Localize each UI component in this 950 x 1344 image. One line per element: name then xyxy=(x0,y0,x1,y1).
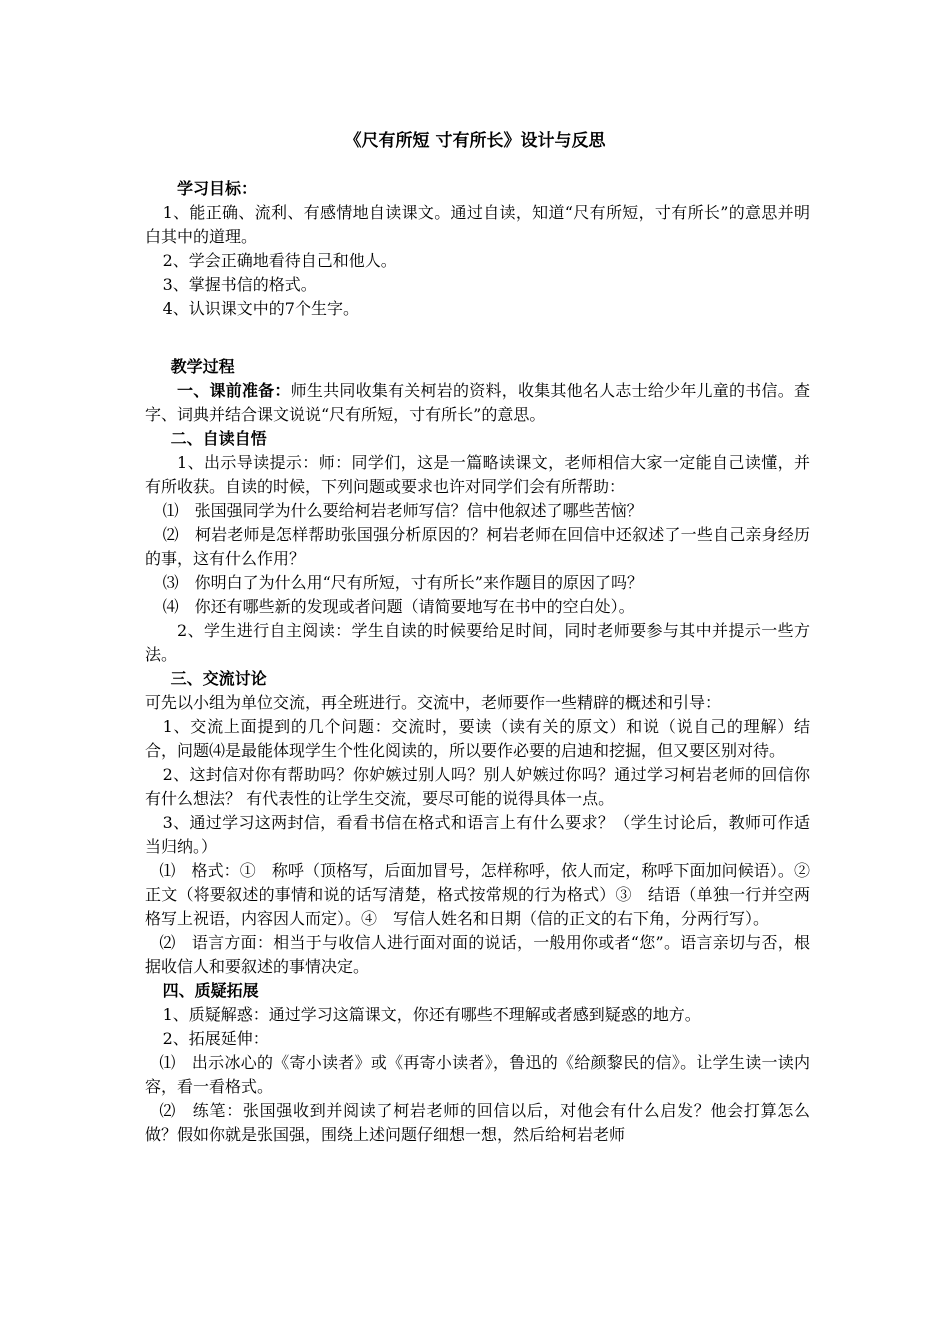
goal-item: 3、掌握书信的格式。 xyxy=(162,275,317,294)
question-item: ⑷ 你还有哪些新的发现或者问题（请简要地写在书中的空白处）。 xyxy=(162,597,635,616)
question-item: ⑶ 你明白了为什么用“尺有所短，寸有所长”来作题目的原因了吗？ xyxy=(162,573,643,592)
document-body xyxy=(145,177,827,1147)
section-prep xyxy=(145,379,810,427)
process-heading: 教学过程 xyxy=(170,357,235,376)
spacer xyxy=(145,321,810,345)
goal-item: 4、认识课文中的7个生字。 xyxy=(162,299,359,318)
paragraph: 3、通过学习这两封信，看看书信在格式和语言上有什么要求？（学生讨论后，教师可作适当归纳。） xyxy=(145,813,810,856)
question-item: ⑵ 柯岩老师是怎样帮助张国强分析原因的？柯岩老师在回信中还叙述了一些自己亲身经历的事，这有什么作用？ xyxy=(145,525,810,568)
paragraph: 可先以小组为单位交流，再全班进行。交流中，老师要作一些精辟的概述和引导： xyxy=(145,693,722,712)
section-prep-lead: 一、课前准备： xyxy=(177,381,291,400)
paragraph: 1、质疑解惑：通过学习这篇课文，你还有哪些不理解或者感到疑惑的地方。 xyxy=(162,1005,701,1024)
goal-item: 1、能正确、流利、有感情地自读课文。通过自读，知道“尺有所短，寸有所长”的意思并明白其中的道理。 xyxy=(145,203,810,246)
section-prep-text: 师生共同收集有关柯岩的资料，收集其他名人志士给少年儿童的书信。查字、词典并结合课文说说“尺有所短，寸有所长”的意思。 xyxy=(145,381,810,424)
paragraph: 2、这封信对你有帮助吗？你妒嫉过别人吗？别人妒嫉过你吗？通过学习柯岩老师的回信你有什么想法？ 有代表性的让学生交流，要尽可能的说得具体一点。 xyxy=(145,765,810,808)
section-extension-heading: 四、质疑拓展 xyxy=(162,981,259,1000)
section-self-read-heading: 二、自读自悟 xyxy=(170,429,267,448)
goal-item: 2、学会正确地看待自己和他人。 xyxy=(162,251,397,270)
paragraph: 1、交流上面提到的几个问题：交流时，要读（读有关的原文）和说（说自己的理解）结合，问题⑷是最能体现学生个性化阅读的，所以要作必要的启迪和挖掘，但又要区别对待。 xyxy=(145,717,810,760)
goals-heading: 学习目标： xyxy=(177,179,258,198)
paragraph: ⑵ 练笔：张国强收到并阅读了柯岩老师的回信以后，对他会有什么启发？他会打算怎么做？假如你就是张国强，围绕上述问题仔细想一想，然后给柯岩老师 xyxy=(145,1101,810,1144)
paragraph: 2、拓展延伸： xyxy=(162,1029,269,1048)
paragraph: ⑴ 格式：① 称呼（顶格写，后面加冒号，怎样称呼，依人而定，称呼下面加问候语）。② 正文（将要叙述的事情和说的话写清楚，格式按常规的行为格式）③ 结语（单独一行并空两格写上祝语，内容因人而定）。④ 写信人姓名和日期（信的正文的右下角，分两行写）。 xyxy=(145,861,827,928)
spacer xyxy=(145,345,810,355)
paragraph: 1、出示导读提示：师：同学们，这是一篇略读课文，老师相信大家一定能自己读懂，并有所收获。自读的时候，下列问题或要求也许对同学们会有所帮助： xyxy=(145,453,810,496)
paragraph: ⑴ 出示冰心的《寄小读者》或《再寄小读者》，鲁迅的《给颜黎民的信》。让学生读一读内容，看一看格式。 xyxy=(145,1053,810,1096)
question-item: ⑴ 张国强同学为什么要给柯岩老师写信？信中他叙述了哪些苦恼？ xyxy=(162,501,643,520)
section-discussion-heading: 三、交流讨论 xyxy=(170,669,267,688)
paragraph: ⑵ 语言方面：相当于与收信人进行面对面的说话，一般用你或者“您”。语言亲切与否，根据收信人和要叙述的事情决定。 xyxy=(145,933,810,976)
document-title: 《尺有所短 寸有所长》设计与反思 xyxy=(344,131,606,151)
paragraph: 2、学生进行自主阅读：学生自读的时候要给足时间，同时老师要参与其中并提示一些方法。 xyxy=(145,621,810,664)
